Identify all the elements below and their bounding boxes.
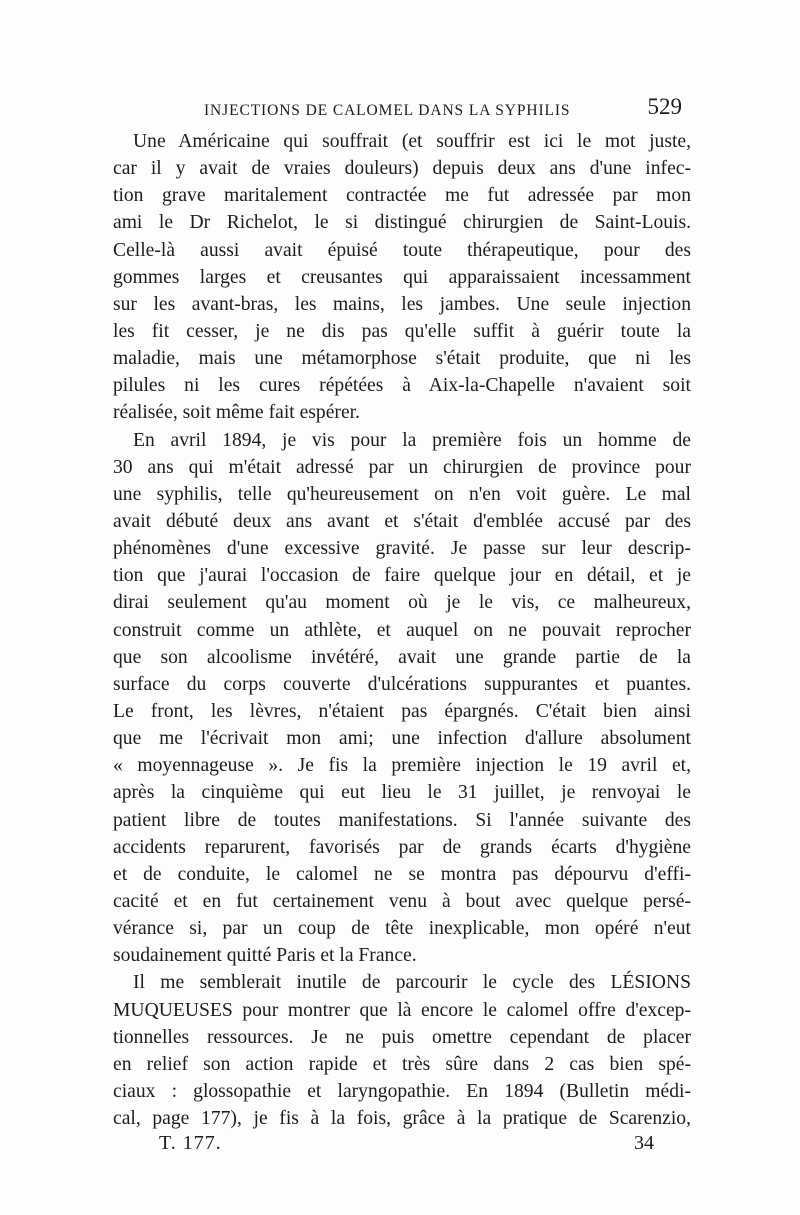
text-line: construit comme un athlète, et auquel on ne pouvait reprocher xyxy=(113,619,691,641)
text-line: maladie, mais une métamorphose s'était produite, que ni les xyxy=(113,348,691,370)
text-line: Il me semblerait inutile de parcourir le cycle des LÉSIONS xyxy=(133,972,691,994)
text-line: Une Américaine qui souffrait (et souffrir est ici le mot juste, xyxy=(133,131,691,152)
text-line: sur les avant-bras, les mains, les jambes. Une seule injection xyxy=(113,293,691,315)
text-line: pilules ni les cures répétées à Aix-la-Chapelle n'avaient soit xyxy=(113,375,691,397)
text-line: en relief son action rapide et très sûre dans 2 cas bien spé- xyxy=(113,1053,691,1075)
text-line: « moyennageuse ». Je fis la première injection le 19 avril et, xyxy=(113,755,691,777)
page-footer xyxy=(112,1132,654,1160)
running-title: INJECTIONS DE CALOMEL DANS LA SYPHILIS xyxy=(204,102,571,119)
running-head xyxy=(112,92,682,132)
text-line: MUQUEUSES pour montrer que là encore le calomel offre d'excep- xyxy=(113,999,691,1021)
text-line: tion grave maritalement contractée me fut adressée par mon xyxy=(113,185,691,207)
body-text xyxy=(113,128,691,1132)
text-line: tionnelles ressources. Je ne puis omettre cependant de placer xyxy=(113,1026,691,1048)
text-line: Le front, les lèvres, n'étaient pas épargnés. C'était bien ainsi xyxy=(113,700,691,722)
text-line: réalisée, soit même fait espérer. xyxy=(113,402,360,424)
gathering-number: 34 xyxy=(634,1132,654,1154)
text-line: ciaux : glossopathie et laryngopathie. En 1894 (Bulletin médi- xyxy=(113,1080,691,1102)
text-line: car il y avait de vraies douleurs) depuis deux ans d'une infec- xyxy=(113,158,691,180)
text-line: phénomènes d'une excessive gravité. Je passe sur leur descrip- xyxy=(113,538,691,560)
text-line: vérance si, par un coup de tête inexplicable, mon opéré n'eut xyxy=(113,918,691,940)
page-number: 529 xyxy=(647,94,682,119)
text-line: surface du corps couverte d'ulcérations suppurantes et puantes. xyxy=(113,673,691,695)
text-line: gommes larges et creusantes qui apparaissaient incessamment xyxy=(113,266,691,288)
text-line: et de conduite, le calomel ne se montra pas dépourvu d'effi- xyxy=(113,863,691,885)
text-line: cacité et en fut certainement venu à bout avec quelque persé- xyxy=(113,890,691,912)
text-line: que me l'écrivait mon ami; une infection d'allure absolument xyxy=(113,728,691,750)
text-line: Celle-là aussi avait épuisé toute thérapeutique, pour des xyxy=(113,239,691,261)
text-line: dirai seulement qu'au moment où je le vis, ce malheureux, xyxy=(113,592,691,614)
text-line: cal, page 177), je fis à la fois, grâce à la pratique de Scarenzio, xyxy=(113,1108,691,1130)
text-line: ami le Dr Richelot, le si distingué chirurgien de Saint-Louis. xyxy=(113,212,691,234)
text-line: patient libre de toutes manifestations. Si l'année suivante des xyxy=(113,809,691,831)
text-line: tion que j'aurai l'occasion de faire quelque jour en détail, et je xyxy=(113,565,691,587)
text-line: les fit cesser, je ne dis pas qu'elle suffit à guérir toute la xyxy=(113,320,691,342)
text-line: après la cinquième qui eut lieu le 31 juillet, je renvoyai le xyxy=(113,782,691,804)
text-line: En avril 1894, je vis pour la première fois un homme de xyxy=(133,429,691,451)
text-line: 30 ans qui m'était adressé par un chirurgien de province pour xyxy=(113,456,691,478)
text-line: accidents reparurent, favorisés par de grands écarts d'hygiène xyxy=(113,836,691,858)
text-line: soudainement quitté Paris et la France. xyxy=(113,945,417,967)
text-line: avait débuté deux ans avant et s'était d'emblée accusé par des xyxy=(113,510,691,532)
text-line: que son alcoolisme invétéré, avait une grande partie de la xyxy=(113,646,691,668)
signature-mark: T. 177. xyxy=(159,1132,222,1154)
text-line: une syphilis, telle qu'heureusement on n'en voit guère. Le mal xyxy=(113,483,691,505)
